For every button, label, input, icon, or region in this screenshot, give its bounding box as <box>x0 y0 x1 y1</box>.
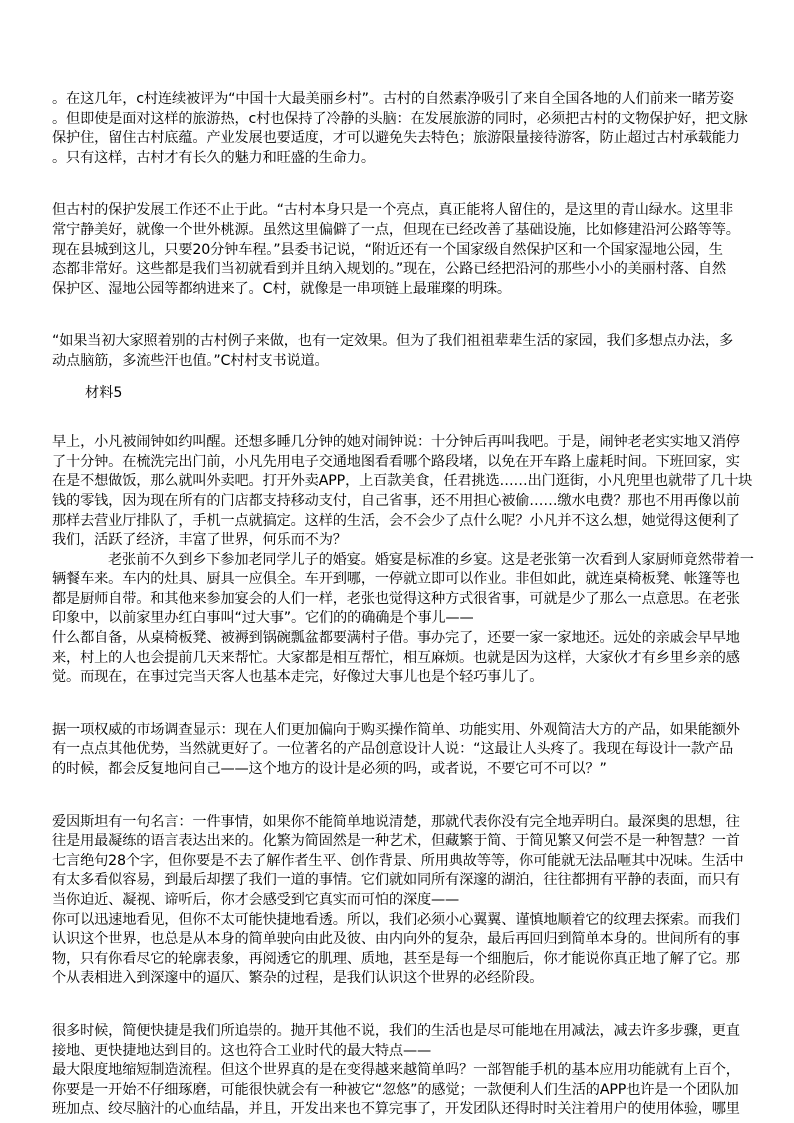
paragraph-spacer <box>52 299 744 332</box>
paragraph-spacer <box>52 688 744 721</box>
text-line: “如果当初大家照着别的古村例子来做，也有一定效果。但为了我们祖祖辈辈生活的家园，我们多想点办法，多 <box>52 333 734 350</box>
text-line: 常宁静美好，就像一个世外桃源。虽然这里偏僻了一点，但现在已经改善了基础设施，比如修建沿河公路等等。 <box>52 221 740 238</box>
paragraph-spacer <box>52 372 744 384</box>
text-line: 保护区、湿地公园等都纳进来了。C村，就像是一串项链上最璀璨的明珠。 <box>52 280 511 297</box>
paragraph-market-survey <box>52 721 744 780</box>
text-line: 认识这个世界，也总是从本身的简单驶向由此及彼、由内向外的复杂，最后再回归到简单本身的。世间所有的事 <box>52 931 740 948</box>
text-line: 当你迫近、凝视、谛听后，你才会感受到它真实而可怕的深度—— <box>52 892 460 908</box>
paragraph-simplicity-and-complexity <box>52 1022 744 1120</box>
text-line: 但古村的保护发展工作还不止于此。“古村本身只是一个亮点，真正能将人留住的，是这里的青山绿水。这里非 <box>52 202 734 219</box>
text-line: 。只有这样，古村才有长久的魅力和旺盛的生命力。 <box>52 149 375 166</box>
text-line: 。在这几年，c村连续被评为“中国十大最美丽乡村”。古村的自然素净吸引了来自全国各地的人们前来一睹芳姿 <box>52 91 734 107</box>
text-line: 早上，小凡被闹钟如约叫醒。还想多睡几分钟的她对闹钟说：十分钟后再叫我吧。于是，闹钟老老实实地又消停 <box>52 434 740 451</box>
text-line: 有一点点其他优势，当然就更好了。一位著名的产品创意设计人说：“这最让人头疼了。我现在每设计一款产品 <box>52 741 734 758</box>
paragraph-village-protection <box>52 201 744 299</box>
text-line: 物，只有你看尽它的轮廓表象，再阅透它的肌理、质地，甚至是每一个细胞后，你才能说你真正地了解了它。那 <box>52 950 740 967</box>
text-line: 保护住，留住古村底蕴。产业发展也要适度，才可以避免失去特色；旅游限量接待游客，防止超过古村承载能力 <box>52 130 740 147</box>
text-line: 个从表相进入到深邃中的逼仄、繁杂的过程，是我们认识这个世界的必经阶段。 <box>52 970 544 987</box>
text-line: 那样去营业厅排队了，手机一点就搞定。这样的生活，会不会少了点什么呢？小凡并不这么想，她觉得这便利了 <box>52 512 740 529</box>
paragraph-spacer <box>52 989 744 1022</box>
text-line: 最大限度地缩短制造流程。但这个世界真的是在变得越来越简单吗？一部智能手机的基本应用功能就有上百个， <box>52 1062 740 1079</box>
text-line: 了十分钟。在梳洗完出门前，小凡先用电子交通地图看看哪个路段堵，以免在开车路上虚耗时间。下班回家，实 <box>52 453 740 470</box>
text-line: 你可以迅速地看见，但你不太可能快捷地看透。所以，我们必须小心翼翼、谨慎地顺着它的纹理去探索。而我们 <box>52 911 740 928</box>
text-line: 都是厨师自带。和其他来参加宴会的人们一样，老张也觉得这种方式很省事，可就是少了那么一点意思。在老张 <box>52 590 740 607</box>
text-line: 七言绝句28个字，但你要是不去了解作者生平、创作背景、所用典故等等，你可能就无法品咂其中况味。生活中 <box>52 852 744 869</box>
paragraph-einstein-quote <box>52 813 744 989</box>
text-line: 现在县城到这儿，只要20分钟车程。”县委书记说，“附近还有一个国家级自然保护区和一个国家湿地公园，生 <box>52 241 723 258</box>
document-page <box>52 90 754 1120</box>
text-line: 动点脑筋，多流些汗也值。”C村村支书说道。 <box>52 352 329 369</box>
section-heading-material-5: 材料5 <box>85 384 123 401</box>
paragraph-spacer <box>52 780 744 813</box>
text-line: 据一项权威的市场调查显示：现在人们更加偏向于购买操作简单、功能实用、外观简洁大方的产品，如果能额外 <box>52 721 740 738</box>
text-line: 接地、更快捷地达到目的。这也符合工业时代的最大特点—— <box>52 1042 432 1059</box>
text-line: 态都非常好。这些都是我们当初就看到并且纳入规划的。”现在，公路已经把沿河的那些小小的美丽村落、自然 <box>52 261 726 278</box>
text-line: 辆餐车来。车内的灶具、厨具一应俱全。车开到哪，一停就立即可以作业。非但如此，就连桌椅板凳、帐篷等也 <box>52 571 740 588</box>
text-line: 很多时候，简便快捷是我们所追崇的。抛开其他不说，我们的生活也是尽可能地在用减法，减去许多步骤，更直 <box>52 1022 740 1039</box>
paragraph-laozhang-wedding <box>52 551 754 688</box>
paragraph-spacer <box>52 168 744 201</box>
text-line: 爱因斯坦有一句名言：一件事情，如果你不能简单地说清楚，那就代表你没有完全地弄明白。最深奥的思想，往 <box>52 813 740 830</box>
text-line: 老张前不久到乡下参加老同学儿子的婚宴。婚宴是标准的乡宴。这是老张第一次看到人家厨师竟然带着一 <box>108 551 754 568</box>
text-line: 班加点、绞尽脑汁的心血结晶，并且，开发出来也不算完事了，开发团队还得时时关注着用户的使用体验，哪里 <box>52 1101 740 1118</box>
paragraph-ancient-village-tourism <box>52 90 748 168</box>
text-line: 觉。而现在，在事过完当天客人也基本走完，好像过大事儿也是个轻巧事儿了。 <box>52 669 544 686</box>
text-line: 往是用最凝练的语言表达出来的。化繁为简固然是一种艺术，但藏繁于简、于简见繁又何尝不是一种智慧？一首 <box>52 833 740 850</box>
paragraph-xiaofan-convenience <box>52 433 753 551</box>
text-line: 。但即使是面对这样的旅游热，c村也保持了冷静的头脑：在发展旅游的同时，必须把古村的文物保护好，把文脉 <box>52 110 748 127</box>
text-line: 有太多看似容易，到最后却摆了我们一道的事情。它们就如同所有深邃的湖泊，往往都拥有平静的表面，而只有 <box>52 872 740 889</box>
text-line: 你要是一开始不仔细琢磨，可能很快就会有一种被它“忽悠”的感觉；一款便利人们生活的APP也许是一个团队加 <box>52 1081 739 1098</box>
text-line: 钱的零钱，因为现在所有的门店都支持移动支付，自己省事，还不用担心被偷……缴水电费？那也不用再像以前 <box>52 492 740 509</box>
text-line: 在是不想做饭，那么就叫外卖吧。打开外卖APP，上百款美食，任君挑选……出门逛街，小凡兜里也就带了几十块 <box>52 473 753 490</box>
text-line: 什么都自备，从桌椅板凳、被褥到锅碗瓢盆都要满村子借。事办完了，还要一家一家地还。远处的亲戚会早早地 <box>52 630 740 647</box>
paragraph-village-secretary-quote <box>52 332 744 371</box>
text-line: 的时候，都会反复地问自己——这个地方的设计是必须的吗，或者说，不要它可不可以？” <box>52 761 607 778</box>
text-line: 印象中，以前家里办红白事叫“过大事”。它们的的确确是个事儿—— <box>52 610 474 627</box>
paragraph-spacer <box>52 403 744 433</box>
text-line: 我们，活跃了经济，丰富了世界，何乐而不为？ <box>52 532 347 549</box>
text-line: 来，村上的人也会提前几天来帮忙。大家都是相互帮忙，相互麻烦。也就是因为这样，大家伙才有乡里乡亲的感 <box>52 649 740 666</box>
